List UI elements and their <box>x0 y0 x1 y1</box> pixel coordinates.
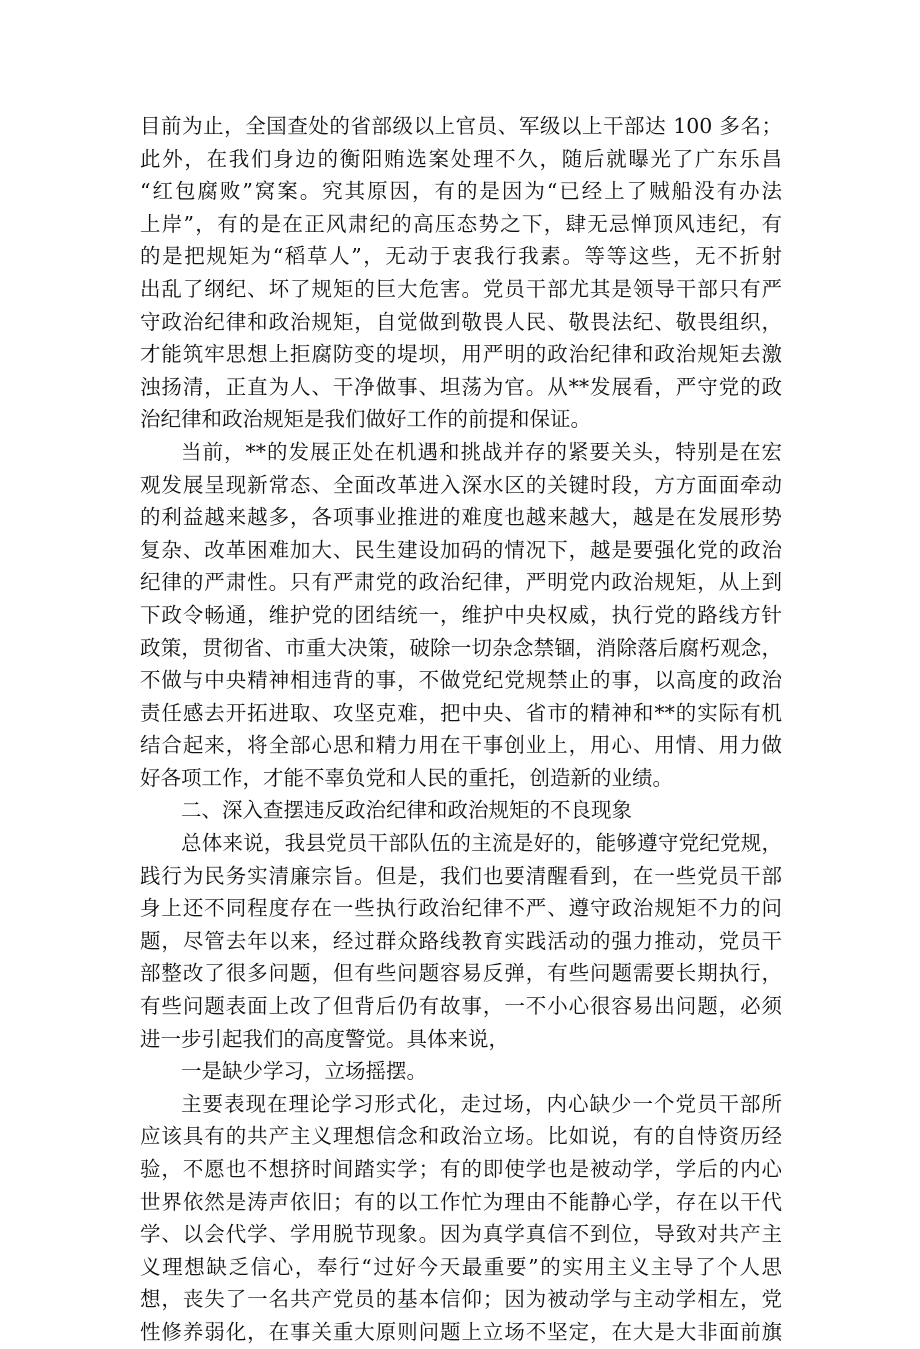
text-line: 上岸”，有的是在正风肃纪的高压态势之下，肆无忌惮顶风违纪，有 <box>140 211 782 236</box>
text-line: 观发展呈现新常态、全面改革进入深水区的关键时段，方方面面牵动 <box>140 472 782 497</box>
text-line: 当前，**的发展正处在机遇和挑战并存的紧要关头，特别是在宏 <box>181 439 782 464</box>
text-line: 守政治纪律和政治规矩，自觉做到敬畏人民、敬畏法纪、敬畏组织， <box>140 309 782 334</box>
text-line: 的是把规矩为“稻草人”，无动于衷我行我素。等等这些，无不折射 <box>140 244 782 269</box>
text-line: 性修养弱化，在事关重大原则问题上立场不坚定，在大是大非面前旗 <box>140 1319 782 1344</box>
text-line: 结合起来，将全部心思和精力用在干事创业上，用心、用情、用力做 <box>140 733 782 758</box>
text-line: 治纪律和政治规矩是我们做好工作的前提和保证。 <box>140 407 591 432</box>
text-line: 的利益越来越多，各项事业推进的难度也越来越大，越是在发展形势 <box>140 505 782 530</box>
text-line: 出乱了纲纪、坏了规矩的巨大危害。党员干部尤其是领导干部只有严 <box>140 276 782 301</box>
paragraph-4 <box>140 1088 782 1349</box>
text-line: 责任感去开拓进取、攻坚克难，把中央、省市的精神和**的实际有机 <box>140 700 782 725</box>
text-line: 部整改了很多问题，但有些问题容易反弹，有些问题需要长期执行， <box>140 961 782 986</box>
paragraph-3 <box>140 827 782 1055</box>
text-line: 进一步引起我们的高度警觉。具体来说， <box>140 1026 509 1051</box>
text-line: 身上还不同程度存在一些执行政治纪律不严、遵守政治规矩不力的问 <box>140 896 782 921</box>
text-line: “红包腐败”窝案。究其原因，有的是因为“已经上了贼船没有办法 <box>140 179 782 204</box>
text-line: 此外，在我们身边的衡阳贿选案处理不久，随后就曝光了广东乐昌 <box>140 146 782 171</box>
text-line: 义理想缺乏信心，奉行“过好今天最重要”的实用主义主导了个人思 <box>140 1254 782 1279</box>
text-line: 复杂、改革困难加大、民生建设加码的情况下，越是要强化党的政治 <box>140 537 782 562</box>
text-line: 政策，贯彻省、市重大决策，破除一切杂念禁锢，消除落后腐朽观念， <box>140 635 782 660</box>
text-line: 学、以会代学、学用脱节现象。因为真学真信不到位，导致对共产主 <box>140 1222 782 1247</box>
text-line: 验，不愿也不想挤时间踏实学；有的即使学也是被动学，学后的内心 <box>140 1157 782 1181</box>
text-line: 题，尽管去年以来，经过群众路线教育实践活动的强力推动，党员干 <box>140 928 782 953</box>
paragraph-1 <box>140 110 782 436</box>
text-line: 浊扬清，正直为人、干净做事、坦荡为官。从**发展看，严守党的政 <box>140 374 782 399</box>
text-line: 下政令畅通，维护党的团结统一，维护中央权威，执行党的路线方针 <box>140 602 782 627</box>
sub-heading-1 <box>140 1055 782 1088</box>
section-heading-2 <box>140 794 782 827</box>
text-line: 应该具有的共产主义理想信念和政治立场。比如说，有的自恃资历经 <box>140 1124 782 1149</box>
text-line: 践行为民务实清廉宗旨。但是，我们也要清醒看到，在一些党员干部 <box>140 863 782 888</box>
text-line: 目前为止，全国查处的省部级以上官员、军级以上干部达 100 多名； <box>140 114 782 138</box>
text-line: 主要表现在理论学习形式化，走过场，内心缺少一个党员干部所 <box>181 1091 782 1116</box>
text-line: 纪律的严肃性。只有严肃党的政治纪律，严明党内政治规矩，从上到 <box>140 570 782 595</box>
text-line: 总体来说，我县党员干部队伍的主流是好的，能够遵守党纪党规， <box>181 831 782 856</box>
text-line: 世界依然是涛声依旧；有的以工作忙为理由不能静心学，存在以干代 <box>140 1189 782 1214</box>
text-line: 想，丧失了一名共产党员的基本信仰；因为被动学与主动学相左，党 <box>140 1287 782 1312</box>
text-line: 才能筑牢思想上拒腐防变的堤坝，用严明的政治纪律和政治规矩去激 <box>140 342 782 367</box>
sub-heading: 一是缺少学习，立场摇摆。 <box>181 1059 427 1084</box>
document-page <box>140 110 782 1349</box>
text-line: 好各项工作，才能不辜负党和人民的重托，创造新的业绩。 <box>140 765 673 790</box>
paragraph-2 <box>140 436 782 795</box>
text-line: 有些问题表面上改了但背后仍有故事，一不小心很容易出问题，必须 <box>140 994 782 1019</box>
section-heading: 二、深入查摆违反政治纪律和政治规矩的不良现象 <box>181 798 632 823</box>
text-line: 不做与中央精神相违背的事，不做党纪党规禁止的事，以高度的政治 <box>140 668 782 693</box>
